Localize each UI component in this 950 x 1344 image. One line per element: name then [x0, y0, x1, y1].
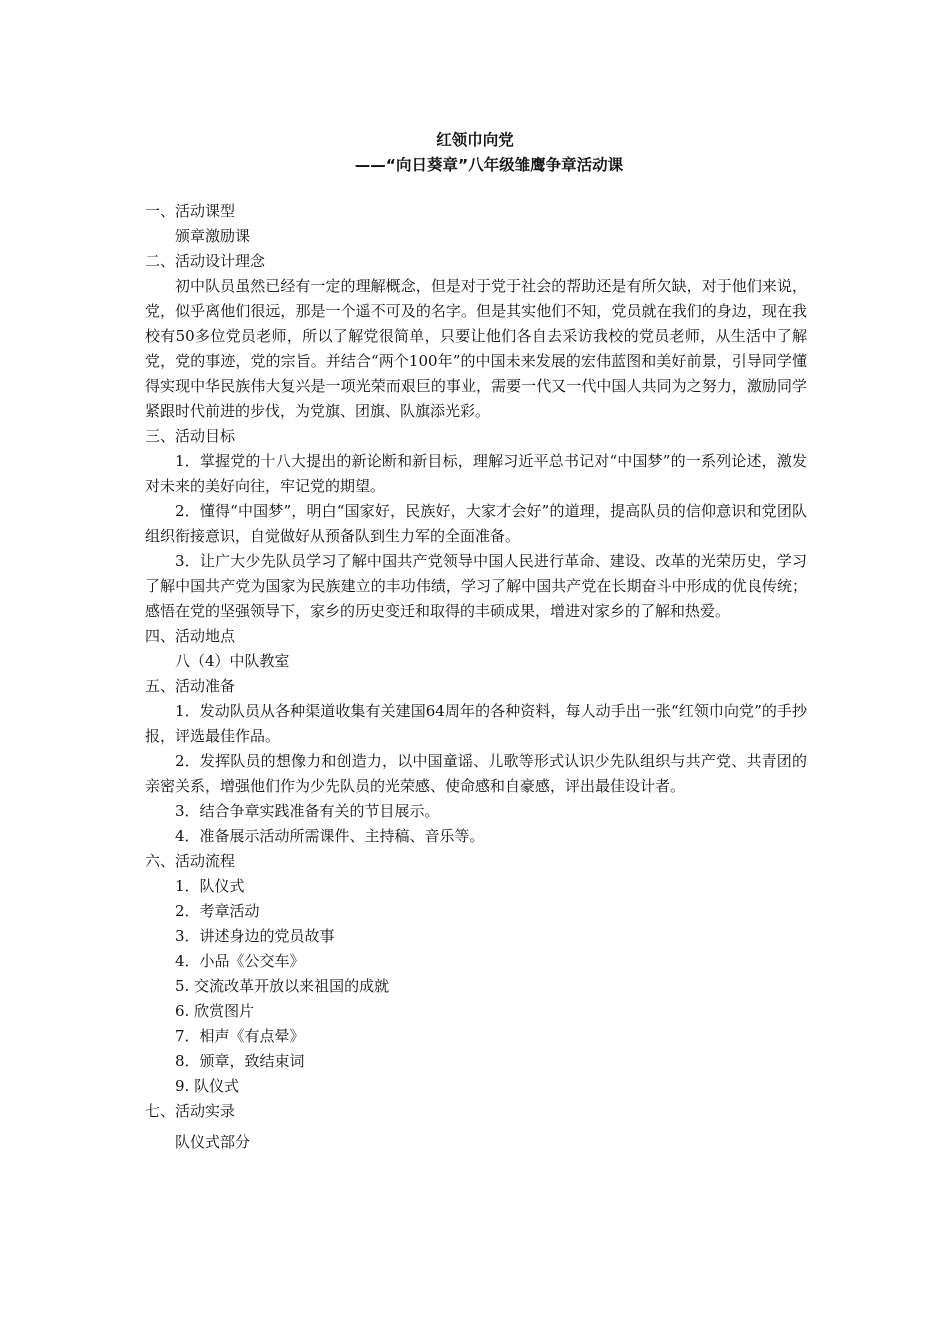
section-text-type: 颁章激励课 [175, 227, 251, 245]
process-item: 6. 欣赏图片 [175, 1002, 255, 1020]
section-heading-process: 六、活动流程 [145, 852, 236, 870]
preparation-item: 3．结合争章实践准备有关的节目展示。 [175, 802, 440, 820]
goal-item: 3．让广大少先队员学习了解中国共产党领导中国人民进行革命、建设、改革的光荣历史，学习了解中国共产党为国家为民族建立的丰功伟绩，学习了解中国共产党在长期奋斗中形成的优良传统；感悟在党的坚强领导下，家乡的历史变迁和取得的丰硕成果，增进对家乡的了解和热爱。 [145, 552, 807, 620]
section-heading-concept: 二、活动设计理念 [145, 252, 266, 270]
section-heading-type: 一、活动课型 [145, 202, 236, 220]
process-item: 7．相声《有点晕》 [175, 1027, 305, 1045]
process-item: 4．小品《公交车》 [175, 952, 305, 970]
preparation-item: 2．发挥队员的想像力和创造力，以中国童谣、儿歌等形式认识少先队组织与共产党、共青团的亲密关系，增强他们作为少先队员的光荣感、使命感和自豪感，评出最佳设计者。 [145, 752, 807, 795]
section-text-concept: 初中队员虽然已经有一定的理解概念，但是对于党于社会的帮助还是有所欠缺，对于他们来说，党，似乎离他们很远，那是一个遥不可及的名字。但是其实他们不知，党员就在我们的身边，现在我校有50多位党员老师，所以了解党很简单，只要让他们各自去采访我校的党员老师，从生活中了解党，党的事迹，党的宗旨。并结合“两个100年”的中国未来发展的宏伟蓝图和美好前景，引导同学懂得实现中华民族伟大复兴是一项光荣而艰巨的事业，需要一代又一代中国人共同为之努力，激励同学紧跟时代前进的步伐，为党旗、团旗、队旗添光彩。 [145, 277, 807, 420]
preparation-item: 4．准备展示活动所需课件、主持稿、音乐等。 [175, 827, 485, 845]
section-heading-preparation: 五、活动准备 [145, 677, 236, 695]
process-item: 1．队仪式 [175, 877, 245, 895]
section-text-record: 队仪式部分 [175, 1133, 251, 1151]
section-heading-goals: 三、活动目标 [145, 427, 236, 445]
process-item: 8．颁章，致结束词 [175, 1052, 305, 1070]
section-text-location: 八（4）中队教室 [175, 652, 290, 670]
section-heading-record: 七、活动实录 [145, 1102, 236, 1120]
process-item: 9. 队仪式 [175, 1077, 240, 1095]
process-item: 3．讲述身边的党员故事 [175, 927, 335, 945]
title-block [0, 128, 950, 178]
document-subtitle: ——“向日葵章”八年级雏鹰争章活动课 [354, 156, 624, 174]
document-title: 红领巾向党 [436, 131, 514, 149]
document-body [145, 199, 807, 1155]
preparation-item: 1．发动队员从各种渠道收集有关建国64周年的各种资料，每人动手出一张“红领巾向党”的手抄报，评选最佳作品。 [145, 702, 807, 745]
process-item: 5. 交流改革开放以来祖国的成就 [175, 977, 390, 995]
section-heading-location: 四、活动地点 [145, 627, 236, 645]
process-item: 2．考章活动 [175, 902, 260, 920]
goal-item: 2．懂得“中国梦”，明白“国家好，民族好，大家才会好”的道理，提高队员的信仰意识和党团队组织衔接意识，自觉做好从预备队到生力军的全面准备。 [145, 502, 807, 545]
goal-item: 1．掌握党的十八大提出的新论断和新目标，理解习近平总书记对“中国梦”的一系列论述，激发对未来的美好向往，牢记党的期望。 [145, 452, 807, 495]
